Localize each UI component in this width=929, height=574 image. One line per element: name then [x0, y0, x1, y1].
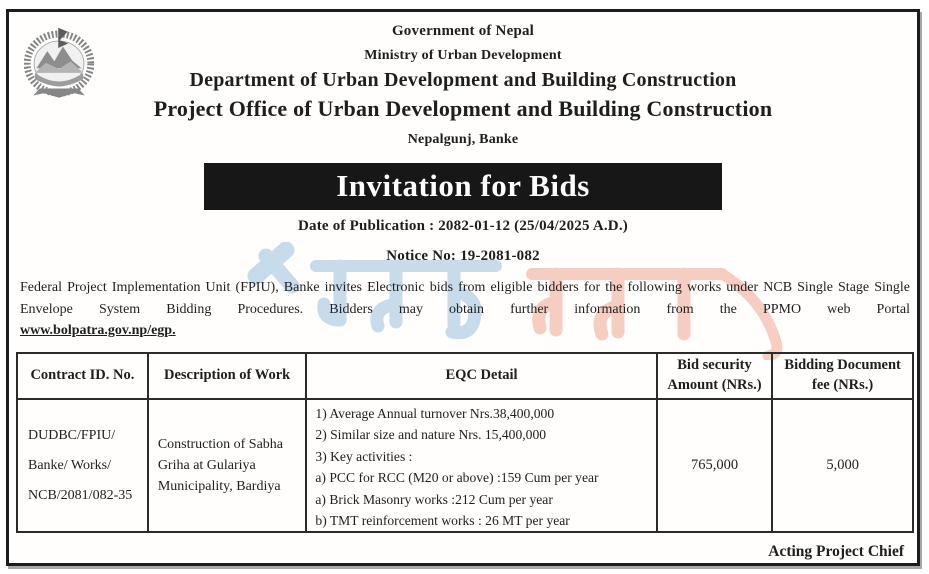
description-cell: Construction of Sabha Griha at Gulariya Municipality, Bardiya: [148, 399, 307, 532]
eqc-line: a) PCC for RCC (M20 or above) :159 Cum per year: [315, 470, 599, 486]
col-document-fee: Bidding Document fee (NRs.): [772, 353, 913, 399]
bid-security-cell: 765,000: [657, 399, 773, 532]
contract-id-line: Banke/ Works/: [28, 458, 111, 474]
contract-id-cell: [17, 399, 148, 532]
col-bid-security: Bid security Amount (NRs.): [657, 353, 773, 399]
bid-table: [16, 352, 914, 533]
publication-date: Date of Publication : 2082-01-12 (25/04/2025 A.D.): [298, 218, 628, 234]
header-government: Government of Nepal: [391, 23, 535, 39]
table-header-row: [17, 353, 913, 399]
eqc-line: b) TMT reinforcement works : 26 MT per year: [315, 513, 570, 529]
document-fee-cell: 5,000: [772, 399, 913, 532]
bolpatra-portal-link[interactable]: www.bolpatra.gov.np/egp.: [20, 323, 176, 338]
header-office: Project Office of Urban Development and Building Construction: [153, 96, 773, 121]
document-page: [6, 9, 920, 566]
contract-id-line: DUDBC/FPIU/: [28, 428, 116, 444]
col-eqc-detail: EQC Detail: [306, 353, 656, 399]
header-location: Nepalgunj, Banke: [407, 132, 519, 147]
intro-text: Federal Project Implementation Unit (FPIU), Banke invites Electronic bids from eligible bidders for the following works under NCB Single Stage Single Envelope System Bidding Procedures. Bidders may obtain further information from the PPMO web Portal: [20, 280, 910, 317]
eqc-line: 1) Average Annual turnover Nrs.38,400,000: [315, 406, 555, 421]
header-department: Department of Urban Development and Building Construction: [189, 69, 737, 91]
intro-paragraph: [20, 277, 910, 342]
notice-number: Notice No: 19-2081-082: [386, 248, 540, 264]
invitation-banner: Invitation for Bids: [204, 163, 722, 210]
table-row: [17, 399, 913, 532]
eqc-detail-cell: [306, 399, 656, 532]
signature-title: Acting Project Chief: [768, 543, 904, 560]
eqc-line: 3) Key activities :: [315, 448, 413, 464]
eqc-line: a) Brick Masonry works :212 Cum per year: [315, 491, 553, 507]
col-description: Description of Work: [148, 353, 307, 399]
contract-id-line: NCB/2081/082-35: [28, 488, 133, 504]
eqc-line: 2) Similar size and nature Nrs. 15,400,000: [315, 427, 547, 443]
header-ministry: Ministry of Urban Development: [364, 48, 562, 63]
col-contract-id: Contract ID. No.: [17, 353, 148, 399]
